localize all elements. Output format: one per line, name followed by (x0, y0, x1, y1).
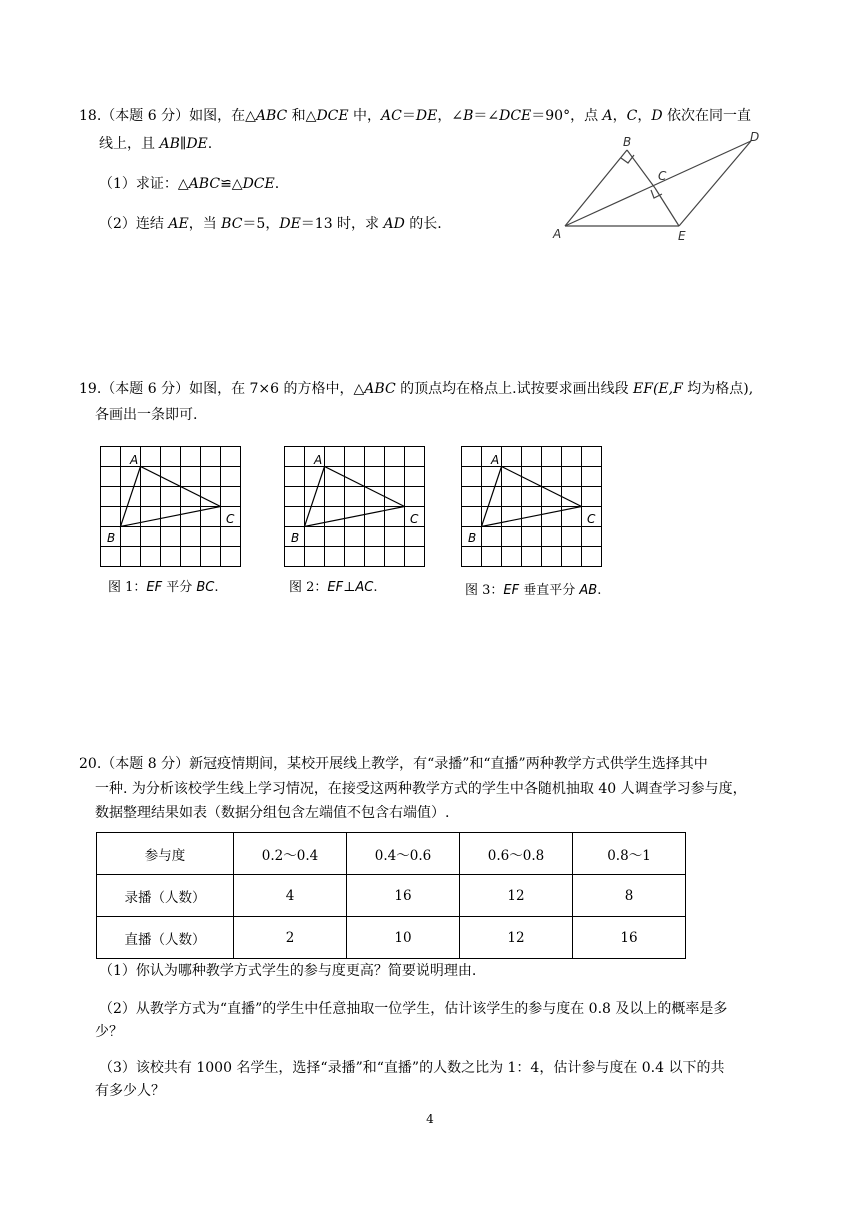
triangle-abc (121, 467, 221, 527)
q20-line-2: 一种. 为分析该校学生线上学习情况，在接受这两种教学方式的学生中各随机抽取 40 人调查学习参与度， (95, 781, 747, 797)
table-header-cell: 0.8～1 (573, 833, 686, 875)
text: 图 2： (289, 580, 328, 595)
point-d: D (651, 108, 663, 124)
table-cell: 4 (234, 875, 347, 917)
text: 图 3： (465, 583, 504, 598)
table-cell: 12 (460, 917, 573, 959)
triangle-dce: DCE (242, 176, 275, 192)
text: （1）求证：△ (99, 176, 189, 192)
label-b: B (468, 531, 477, 545)
grid-figure-2 (276, 444, 436, 574)
label-c: C (587, 512, 596, 526)
table-cell: 16 (573, 917, 686, 959)
label-b: B (623, 135, 632, 149)
triangle-abc (482, 467, 582, 527)
text: ，当 (188, 216, 222, 232)
text: . (274, 176, 280, 192)
label-a: A (553, 227, 562, 241)
point-c: C (626, 108, 638, 124)
q19-line-1 (79, 379, 753, 399)
segment-bc: BC (196, 580, 215, 595)
q18-geometry-figure (545, 128, 775, 246)
q20-part-3-line-1: （3）该校共有 1000 名学生，选择“录播”和“直播”的人数之比为 1：4，估计参与度在 0.4 以下的共 (99, 1060, 725, 1076)
seg-ac: AC (381, 108, 402, 124)
caption-figure-1 (108, 579, 219, 597)
text: 线上，且 (99, 136, 160, 152)
q18-line-1 (79, 106, 751, 126)
table-cell: 12 (460, 875, 573, 917)
text: （本题 8 分）新冠疫情期间，某校开展线上教学，有“录播”和“直播”两种教学方式供学生选择其中 (101, 756, 708, 772)
label-e: E (678, 229, 686, 243)
q18-part-1 (99, 174, 279, 194)
segment-ab: AB (579, 583, 598, 598)
text: ， (637, 108, 652, 124)
angle-b: B (463, 108, 474, 124)
seg-de: DE (415, 108, 438, 124)
q18-line-2 (99, 134, 212, 154)
q20-part-1: （1）你认为哪种教学方式学生的参与度更高？简要说明理由. (99, 963, 477, 979)
grid-figure-3 (453, 444, 613, 574)
seg-ae: AE (168, 216, 189, 232)
text: . (214, 580, 219, 595)
q19-number: 19. (79, 381, 102, 397)
table-header-cell: 参与度 (97, 833, 234, 875)
label-d: D (750, 130, 760, 144)
text: （2）连结 (99, 216, 169, 232)
text: 的顶点均在格点上.试按要求画出线段 (395, 381, 634, 397)
segment-ef: EF (503, 583, 520, 598)
table-cell: 2 (234, 917, 347, 959)
text: ， (612, 108, 627, 124)
q19-line-2: 各画出一条即可. (95, 407, 198, 423)
q20-line-3: 数据整理结果如表（数据分组包含左端值不包含右端值）. (95, 805, 450, 821)
caption-figure-2 (289, 579, 377, 597)
segment-ac: AC (355, 580, 374, 595)
segment-ef: EF (146, 580, 163, 595)
table-row (97, 917, 686, 959)
seg-ce (655, 188, 679, 226)
text: 均为格点), (682, 381, 754, 397)
seg-ab (565, 150, 627, 226)
text: . (373, 580, 378, 595)
table-header-cell: 0.2～0.4 (234, 833, 347, 875)
seg-bc: BC (221, 216, 243, 232)
text: （本题 6 分）如图，在△ (101, 108, 256, 124)
q18-number: 18. (79, 108, 102, 124)
seg-ad (565, 141, 751, 226)
text: 中， (348, 108, 382, 124)
q18-part-2 (99, 214, 442, 234)
text: ＝5， (242, 216, 280, 232)
table-cell: 10 (347, 917, 460, 959)
text: ＝90°，点 (531, 108, 603, 124)
table-header-cell: 0.6～0.8 (460, 833, 573, 875)
triangle-abc: ABC (255, 108, 288, 124)
text: ＝13 时，求 (300, 216, 384, 232)
table-cell: 8 (573, 875, 686, 917)
text: . (597, 583, 602, 598)
label-b: B (107, 531, 116, 545)
table-cell: 录播（人数） (97, 875, 234, 917)
page-number: 4 (426, 1112, 434, 1126)
label-c: C (226, 512, 235, 526)
text: ＝∠ (473, 108, 500, 124)
triangle-abc (305, 467, 405, 527)
q20-part-2-line-1: （2）从教学方式为“直播”的学生中任意抽取一位学生，估计该学生的参与度在 0.8 及以上的概率是多 (99, 1001, 728, 1017)
label-a: A (491, 453, 500, 467)
triangle-abc: ABC (188, 176, 221, 192)
text: ⊥ (343, 580, 356, 595)
label-c: C (410, 512, 419, 526)
table-row (97, 875, 686, 917)
table-header-cell: 0.4～0.6 (347, 833, 460, 875)
seg-de (679, 141, 751, 226)
label-a: A (314, 453, 323, 467)
segment-ef: EF (327, 580, 344, 595)
table-cell: 直播（人数） (97, 917, 234, 959)
text: （本题 6 分）如图，在 7×6 的方格中，△ (101, 381, 365, 397)
text: ，∠ (437, 108, 464, 124)
segment-ef: EF(E,F (633, 381, 683, 397)
text: 和△ (287, 108, 317, 124)
participation-table (96, 832, 686, 959)
q20-line-1 (79, 754, 708, 774)
label-c: C (658, 169, 667, 183)
q20-number: 20. (79, 756, 102, 772)
triangle-abc: ABC (364, 381, 396, 397)
q20-part-2-line-2: 少？ (95, 1024, 123, 1040)
text: . (207, 136, 213, 152)
text: ＝ (401, 108, 416, 124)
q20-part-3-line-2: 有多少人？ (95, 1083, 165, 1099)
text: 平分 (162, 580, 197, 595)
grid-figure-1 (92, 444, 252, 574)
label-b: B (291, 531, 300, 545)
seg-ad: AD (383, 216, 405, 232)
text: 的长. (404, 216, 442, 232)
label-a: A (130, 453, 139, 467)
text: 图 1： (108, 580, 147, 595)
parallel-ab-de: AB∥DE (159, 136, 208, 152)
triangle-dce: DCE (316, 108, 349, 124)
text: 垂直平分 (519, 583, 580, 598)
seg-bc (627, 150, 655, 188)
text: ≌△ (220, 176, 243, 192)
angle-dce: DCE (499, 108, 532, 124)
caption-figure-3 (465, 582, 601, 600)
point-a: A (602, 108, 613, 124)
seg-de: DE (279, 216, 301, 232)
table-cell: 16 (347, 875, 460, 917)
table-header-row (97, 833, 686, 875)
text: 依次在同一直 (662, 108, 752, 124)
